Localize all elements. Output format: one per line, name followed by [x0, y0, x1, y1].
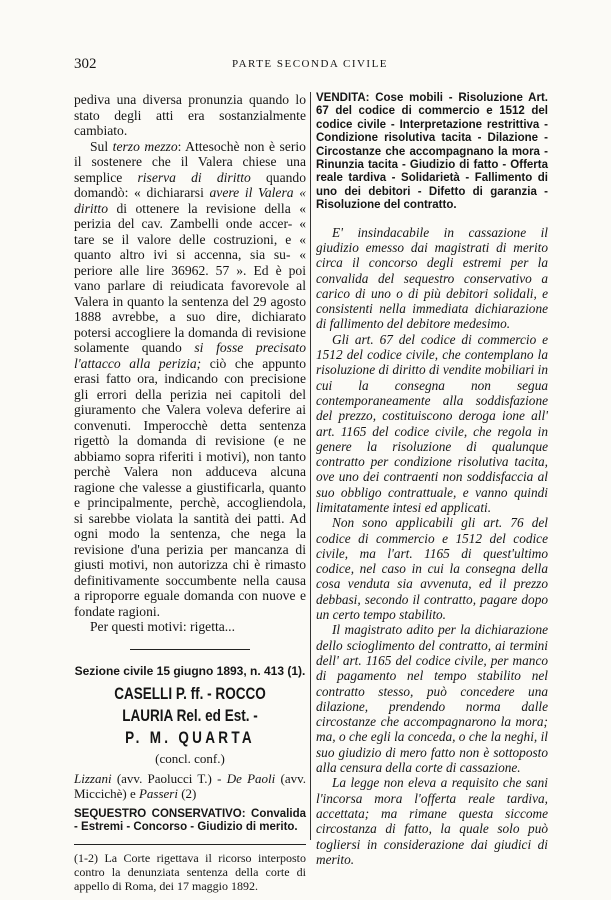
paragraph-continuation: pediva una diversa pronunzia quando lo stato degli atti era sostanzialmente cambiato. [74, 92, 306, 138]
conclusion-note: (concl. conf.) [155, 751, 225, 766]
holding-paragraph: Gli art. 67 del codice di commercio e 1512 del codice civile, che contemplano la risoluzione di diritto di vendite mobiliari in cui la consegna non segua contemporaneamente alla soddisfazione del prezzo, costituiscono deroga ione all' art. 1165 del codice civile, che regola in genere la risoluzione di qualunque contratto per condizione risolutiva tacita, ove uno dei contraenti non soddisfaccia al suo obbligo contrattuale, e vanno quindi limitatamente intesi ed applicati. [316, 331, 548, 515]
left-column [74, 92, 306, 893]
parties-line: CASELLI P. ff. - ROCCO LAURIA Rel. ed Est. - [114, 685, 266, 725]
text-run-italic: riserva di diritto [137, 169, 251, 185]
spacer [74, 635, 306, 649]
text-run-italic: avere il Valera « diritto [74, 185, 306, 216]
text-run: (2) [177, 786, 197, 801]
text-run: (avv. Miccichè) e [74, 770, 306, 801]
footnote: (1-2) La Corte rigettava il ricorso interposto contro la denunziata sentenza della corte di appello di Roma, dei 17 maggio 1892. [74, 851, 306, 894]
text-run: di ottenere la revisione della « perizia del cav. Zambelli onde accer- « tare se il valore delle costruzioni, e « quanto altro ivi si accenna, sia su- « periore alle lire 36962. 57 ». Ed è poi vano parlare di reiudicata favorevole al Valera in quanto la sentenza del 29 agosto 1888 avrebbe, a suo dire, dichiarato potersi accogliere la domanda di revisione solamente quando [74, 200, 306, 355]
paragraph-ruling: Per questi motivi: rigetta... [90, 619, 235, 634]
holding-paragraph: La legge non eleva a requisito che sani l'incorsa mora l'offerta reale tardiva, accettata; ma rimane questa siccome circostanza di fatto, la quale solo può togliersi in considerazione dai giudici di merito. [316, 775, 548, 867]
page-number: 302 [74, 56, 97, 72]
case-summary: VENDITA: Cose mobili - Risoluzione Art. 67 del codice di commercio e 1512 del codice civile - Interpretazione restrittiva - Condizione risolutiva tacita - Dilazione - Circostanze che accompagnano la mora - Rinunzia tacita - Giudizio di fatto - Offerta reale tardiva - Solidarietà - Fallimento di uno dei debitori - Difetto di garanzia - Risoluzione del contratto. [316, 92, 548, 212]
spacer [316, 213, 548, 225]
text-run: (avv. Paolucci T.) - [111, 770, 227, 786]
text-run-italic: Lizzani [74, 770, 112, 786]
paragraph-terzo-mezzo [74, 139, 306, 620]
text-run-italic: De Paoli [226, 770, 276, 786]
page-header [74, 56, 546, 76]
parties-heading [95, 683, 285, 749]
text-run: Sul [90, 138, 113, 154]
text-run: quando domandò: « dichiararsi [74, 169, 307, 200]
lawyers-line [74, 771, 306, 802]
text-run-italic: terzo mezzo [112, 138, 178, 154]
column-divider [310, 92, 311, 840]
footnote-separator [74, 844, 306, 845]
section-heading: Sezione civile 15 giugno 1893, n. 413 (1). [74, 663, 306, 678]
text-run-italic: Passeri [138, 786, 178, 801]
right-column [316, 92, 548, 867]
parties-line: P. M. QUARTA [125, 729, 255, 747]
text-run-italic: si fosse precisato l'attacco alla perizia; [74, 340, 306, 371]
section-separator [130, 649, 250, 650]
holding-paragraph: Il magistrato adito per la dichiarazione dello scioglimento del contratto, ai termini dell' art. 1165 del codice civile, per manco di pagamento nel tempo stabilito nel contratto stesso, può concedere una dilazione, prendendo norma dalle circostanze che accompagnarono la mora; ma, o che egli la conceda, o che la neghi, il suo giudizio di mero fatto non è sottoposto alla censura della corte di cassazione. [316, 622, 548, 776]
holding-paragraph: Non sono applicabili gli art. 76 del codice di commercio e 1512 del codice civile, ma l'art. 1165 di quest'ultimo codice, nel caso in cui la consegna della cosa venduta sia avvenuta, ed il prezzo debbasi, secondo il contratto, pagare dopo un certo tempo stabilito. [316, 515, 548, 623]
text-run: : Attesochè non è serio il sostenere che il Valera chiese una semplice [74, 138, 306, 185]
text-run: ciò che appunto erasi fatto ora, indicando con precisione gli errori della perizia nei capitoli del giuramento che Valera voleva deferire ai convenuti. Imperocchè detta sentenza rigettò la domanda di revisione (e ne abbiamo sopra riferiti i motivi), non tanto perchè Valera non adduceva alcuna ragione che valesse a giustificarla, quanto e principalmente, perchè, accogliendola, si sarebbe violata la santità dei patti. Ad ogni modo la sentenza, che nega la revisione d'una perizia per mancanza di giusti motivi, non autorizza chi è rimasto definitivamente soccumbente nella causa a riproporre eguale domanda con nuove e fondate ragioni. [74, 355, 306, 619]
holding-paragraph: E' insindacabile in cassazione il giudizio emesso dai magistrati di merito circa il concorso degli estremi per la convalida del sequestro conservativo a carico di uno o di più debitori solidali, e consistenti nella immediata dichiarazione di fallimento del debitore medesimo. [316, 224, 548, 332]
running-head: PARTE SECONDA CIVILE [231, 58, 389, 70]
case-subject: SEQUESTRO CONSERVATIVO: Convalida - Estremi - Concorso - Giudizio di merito. [74, 807, 306, 833]
